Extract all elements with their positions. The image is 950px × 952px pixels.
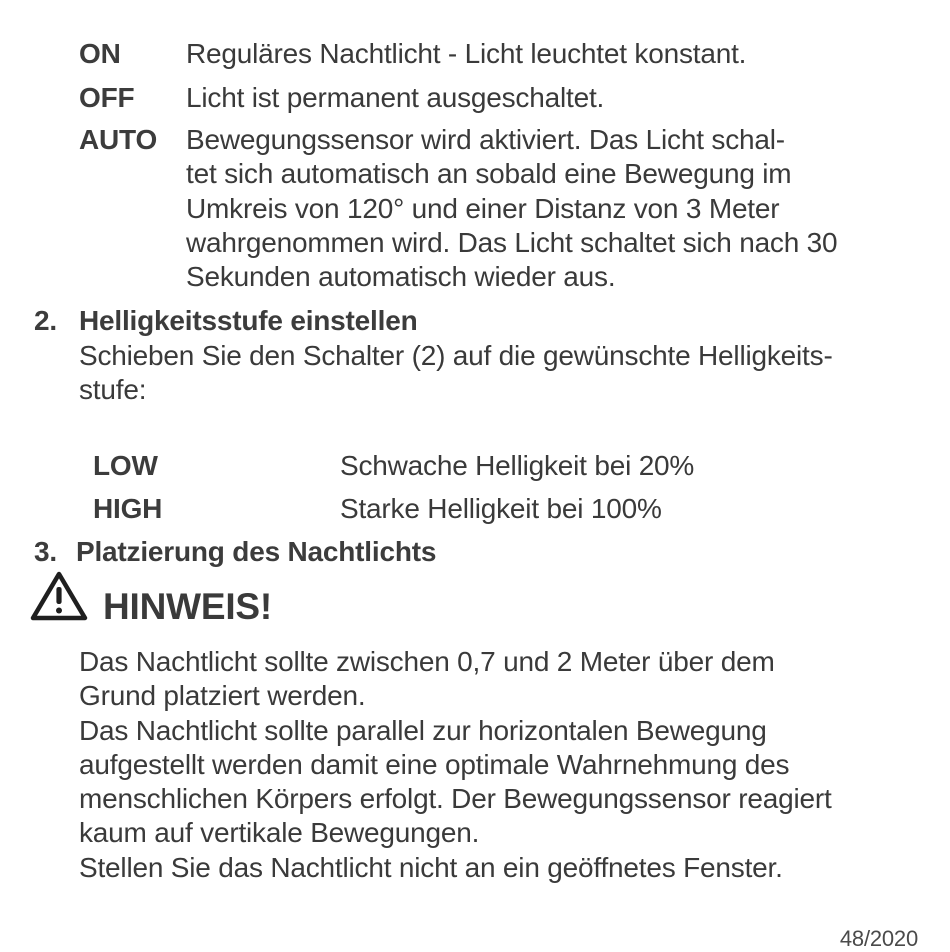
section-2-body-line: stufe: <box>79 374 147 405</box>
notice-line: Das Nachtlicht sollte zwischen 0,7 und 2 Meter über dem <box>79 646 775 677</box>
notice-title: HINWEIS! <box>103 586 273 627</box>
notice-line: Stellen Sie das Nachtlicht nicht an ein geöffnetes Fenster. <box>79 851 783 883</box>
level-desc-high: Starke Helligkeit bei 100% <box>340 493 662 524</box>
mode-desc-auto <box>186 123 837 294</box>
auto-desc-line: wahrgenommen wird. Das Licht schaltet sich nach 30 <box>186 226 838 258</box>
section-3-number: 3. <box>34 536 57 567</box>
mode-desc-on: Reguläres Nachtlicht - Licht leuchtet konstant. <box>186 38 747 69</box>
mode-key-on: ON <box>79 38 121 69</box>
notice-line: Grund platziert werden. <box>79 680 366 712</box>
footer-code: 48/2020 <box>839 926 918 951</box>
section-2-title: Helligkeitsstufe einstellen <box>79 305 418 336</box>
level-key-low: LOW <box>93 450 158 481</box>
section-3-title: Platzierung des Nachtlichts <box>76 536 437 567</box>
notice-line: menschlichen Körpers erfolgt. Der Bewegungssensor reagiert <box>79 783 832 815</box>
auto-desc-line: tet sich automatisch an sobald eine Bewegung im <box>186 158 792 190</box>
notice-line: kaum auf vertikale Bewegungen. <box>79 817 480 849</box>
warning-triangle-icon <box>30 570 88 622</box>
section-2-body-line: Schieben Sie den Schalter (2) auf die gewünschte Helligkeits- <box>79 340 833 371</box>
section-2-number: 2. <box>34 305 57 336</box>
level-key-high: HIGH <box>93 493 163 524</box>
mode-key-off: OFF <box>79 82 135 113</box>
level-desc-low: Schwache Helligkeit bei 20% <box>340 450 695 481</box>
notice-line: aufgestellt werden damit eine optimale Wahrnehmung des <box>79 748 790 780</box>
auto-desc-line: Bewegungssensor wird aktiviert. Das Licht schal- <box>186 124 785 155</box>
mode-desc-off: Licht ist permanent ausgeschaltet. <box>186 82 605 113</box>
notice-line: Das Nachtlicht sollte parallel zur horizontalen Bewegung <box>79 714 767 746</box>
notice-body <box>79 645 832 885</box>
auto-desc-line: Sekunden automatisch wieder aus. <box>186 261 616 293</box>
mode-key-auto: AUTO <box>79 124 158 155</box>
auto-desc-line: Umkreis von 120° und einer Distanz von 3 Meter <box>186 192 780 224</box>
